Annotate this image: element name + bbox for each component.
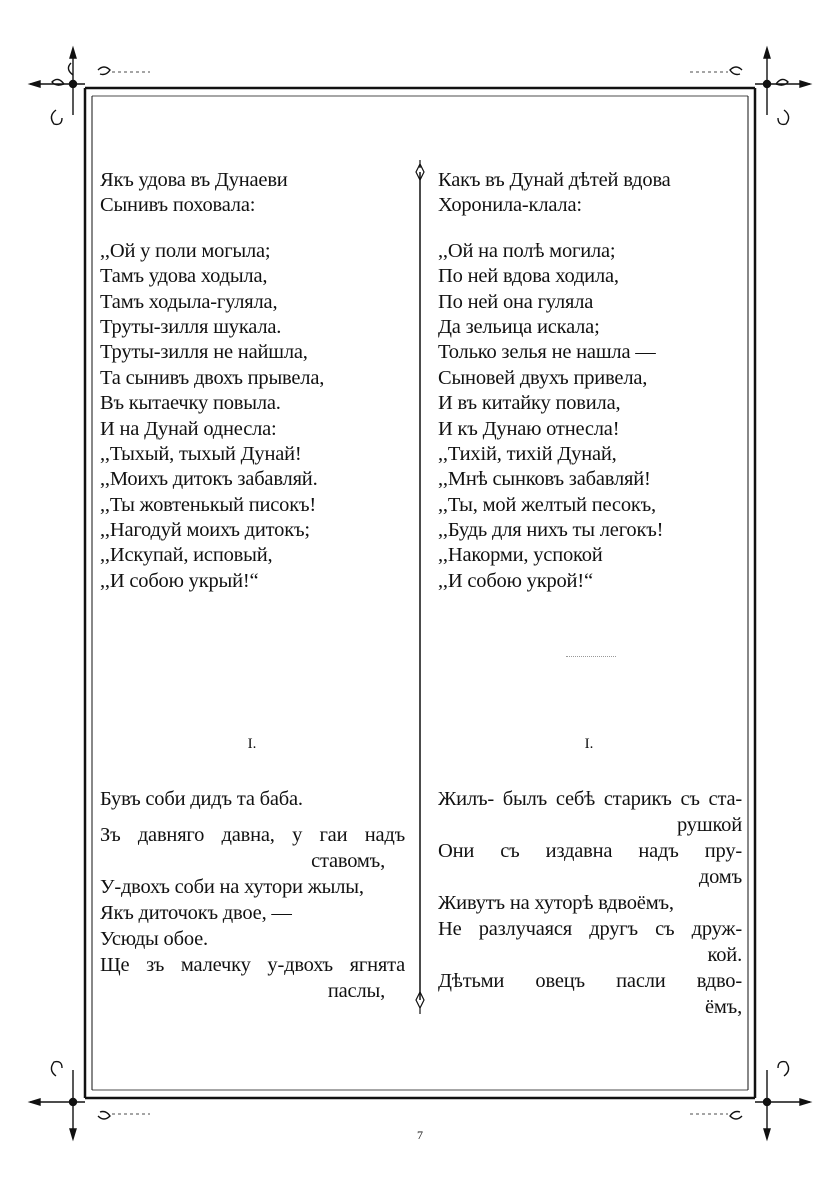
poem-line: ,,Искупай, исповый, [100, 544, 273, 567]
section-number-right: I. [584, 736, 594, 752]
prose-line: Бувъ соби дидъ та баба. [100, 788, 303, 810]
prose-line: Усюды обое. [100, 928, 208, 950]
poem-line: Якъ удова въ Дунаеви [100, 169, 288, 191]
poem-line: ,,И собою укрой!“ [438, 569, 593, 592]
prose-ukrainian [100, 786, 405, 1004]
prose-line: У-двохъ соби на хутори жылы, [100, 876, 364, 898]
poem-line: И къ Дунаю отнесла! [438, 417, 620, 440]
prose-line: Ще зъ малечку у-двохъ ягнята [100, 954, 405, 976]
poem-line: По ней она гуляла [438, 290, 594, 313]
poem-line: Сынивъ поховала: [100, 194, 256, 217]
corner-ornament-top-left [30, 48, 150, 124]
section-separator [566, 656, 616, 659]
poem-line: ,,Ой у поли могыла; [100, 239, 271, 262]
poem-line: Труты-зилля шукала. [100, 315, 282, 338]
corner-ornament-top-right [690, 48, 810, 124]
poem-line: Въ кытаечку повыла. [100, 392, 281, 415]
prose-line: паслы, [327, 980, 385, 1002]
poem-line: ,,Нагодуй моихъ дитокъ; [100, 519, 310, 542]
poem-line: Сыновей двухъ привела, [438, 366, 648, 389]
prose-line: Дѣтьми овецъ пасли вдво- [438, 970, 742, 992]
prose-line: Живутъ на хуторѣ вдвоёмъ, [438, 892, 674, 914]
poem-line: ,,Ты, мой желтый песокъ, [438, 493, 656, 516]
poem-line: ,,Тихій, тихій Дунай, [438, 442, 617, 465]
poem-line: Тамъ удова ходыла, [100, 265, 268, 288]
poem-line: ,,Тыхый, тыхый Дунай! [100, 442, 302, 465]
poem-line: Труты-зилля не найшла, [100, 341, 308, 364]
stanza-gap [100, 219, 402, 239]
poem-line: Тамъ ходыла-гуляла, [100, 290, 278, 313]
page-number: 7 [417, 1128, 423, 1142]
stanza-gap [438, 219, 740, 239]
poem-line: Какъ въ Дунай дѣтей вдова [438, 169, 671, 191]
poem-line: ,,И собою укрый!“ [100, 569, 259, 592]
poem-line: И въ китайку повила, [438, 392, 621, 415]
poem-line: ,,Будь для нихъ ты легокъ! [438, 519, 664, 542]
poem-line: ,,Накорми, успокой [438, 544, 603, 567]
poem-line: ,,Мнѣ сынковъ забавляй! [438, 468, 651, 491]
poem-line: ,,Моихъ дитокъ забавляй. [100, 468, 318, 491]
corner-ornament-bottom-left [30, 1062, 150, 1139]
poem-line: И на Дунай однесла: [100, 417, 277, 440]
prose-line: ёмъ, [705, 996, 742, 1018]
section-number-left: I. [247, 736, 257, 752]
prose-line: Жилъ- былъ себѣ старикъ съ ста- [438, 788, 742, 810]
paragraph-gap [100, 812, 405, 822]
prose-line: домъ [698, 866, 742, 888]
poem-russian [438, 168, 740, 594]
poem-line: ,,Ой на полѣ могила; [438, 239, 616, 262]
prose-line: Они съ издавна надъ пру- [438, 840, 742, 862]
corner-ornament-bottom-right [690, 1062, 810, 1139]
prose-line: Зъ давняго давна, у гаи надъ [100, 824, 405, 846]
prose-line: рушкой [677, 814, 742, 836]
poem-ukrainian [100, 168, 402, 594]
prose-russian [438, 786, 742, 1020]
poem-line: Да зельица искала; [438, 315, 600, 338]
prose-line: кой. [707, 944, 742, 966]
prose-line: ставомъ, [311, 850, 385, 872]
poem-line: По ней вдова ходила, [438, 265, 619, 288]
poem-line: Только зелья не нашла — [438, 341, 656, 364]
prose-line: Якъ диточокъ двое, — [100, 902, 292, 924]
poem-line: ,,Ты жовтенькый писокъ! [100, 493, 317, 516]
prose-line: Не разлучаяся другъ съ друж- [438, 918, 742, 940]
poem-line: Та сынивъ двохъ прывела, [100, 366, 325, 389]
poem-line: Хоронила-клала: [438, 194, 582, 217]
